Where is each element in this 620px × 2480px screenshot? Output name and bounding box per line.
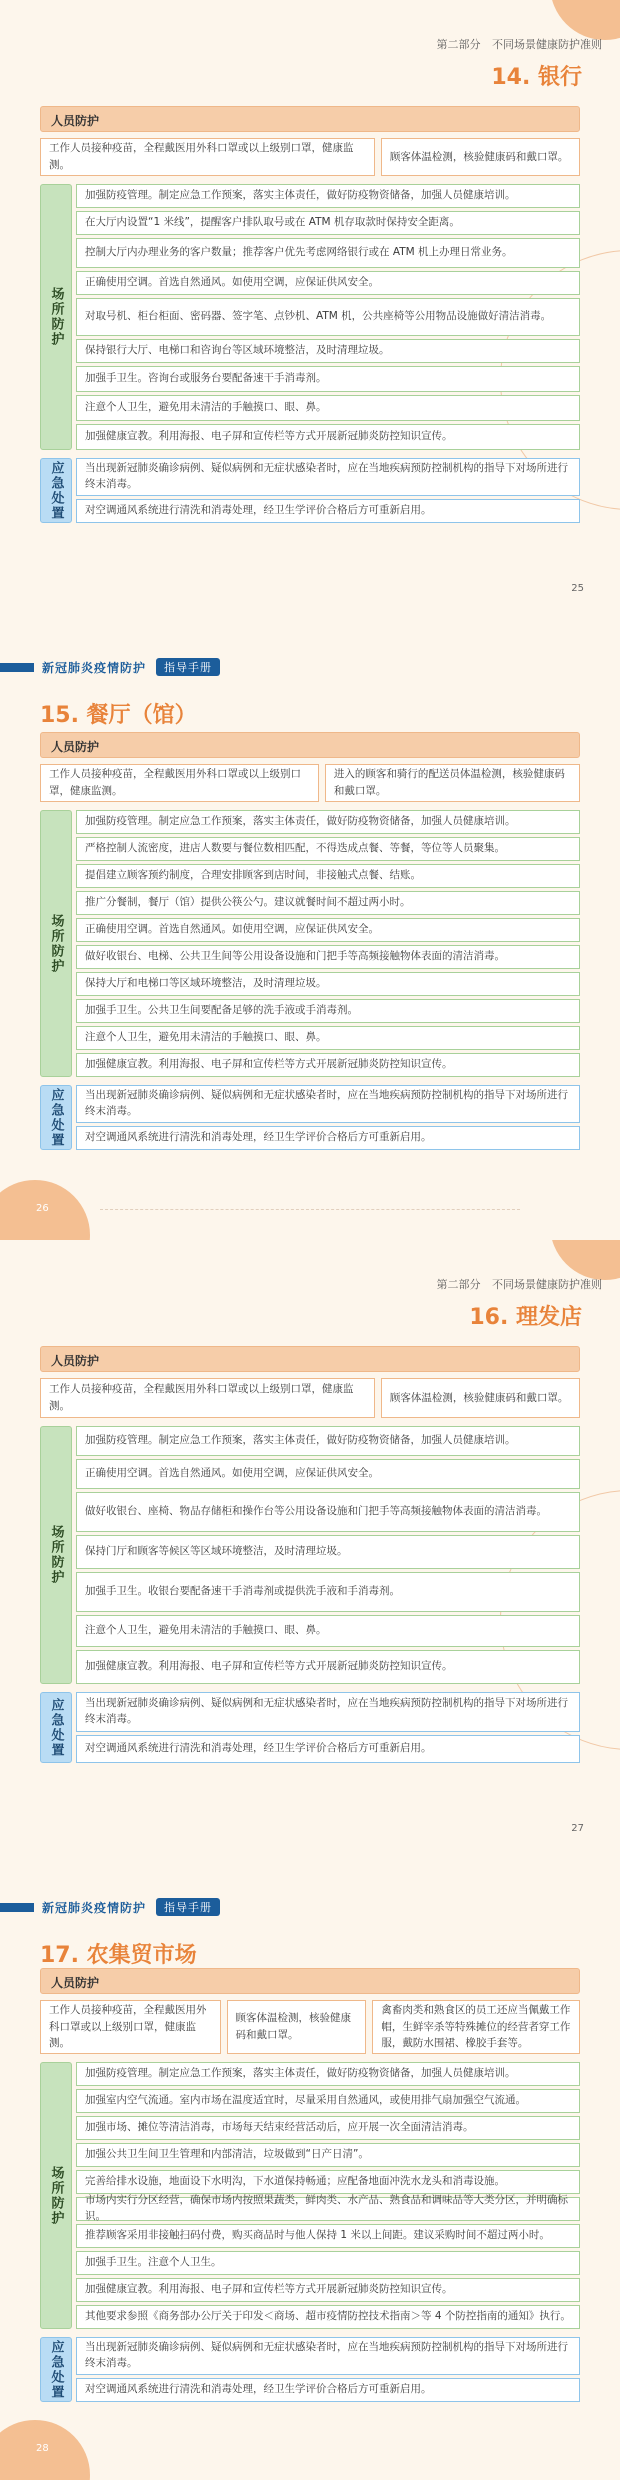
venue-item: 加强手卫生。公共卫生间要配备足够的洗手液或手消毒剂。 [76, 999, 580, 1023]
page-barbershop [0, 1240, 620, 1860]
venue-item: 加强公共卫生间卫生管理和内部清洁，垃圾做到“日产日清”。 [76, 2143, 580, 2167]
staff-cell: 顾客体温检测，核验健康码和戴口罩。 [381, 138, 580, 176]
running-head-title: 不同场景健康防护准则 [492, 38, 602, 51]
venue-protection-label: 场所防护 [40, 1426, 72, 1684]
venue-item: 加强健康宣教。利用海报、电子屏和宣传栏等方式开展新冠肺炎防控知识宣传。 [76, 1053, 580, 1077]
venue-item: 加强健康宣教。利用海报、电子屏和宣传栏等方式开展新冠肺炎防控知识宣传。 [76, 424, 580, 450]
venue-item: 注意个人卫生，避免用未清洁的手触摸口、眼、鼻。 [76, 395, 580, 421]
venue-item: 加强手卫生。收银台要配备速干手消毒剂或提供洗手液和手消毒剂。 [76, 1572, 580, 1612]
section-title: 15. 餐厅（馆） [40, 703, 197, 728]
venue-item: 加强市场、摊位等清洁消毒，市场每天结束经营活动后，应开展一次全面清洁消毒。 [76, 2116, 580, 2140]
page-bank [0, 0, 620, 620]
content-farmers-market [40, 1968, 580, 2402]
staff-protection-header: 人员防护 [40, 1968, 580, 1994]
emergency-item: 当出现新冠肺炎确诊病例、疑似病例和无症状感染者时，应在当地疾病预防控制机构的指导下对场所进行终末消毒。 [76, 458, 580, 496]
decorative-circle [550, 0, 620, 40]
venue-item: 严格控制人流密度，进店人数要与餐位数相匹配，不得迭成点餐、等餐，等位等人员聚集。 [76, 837, 580, 861]
venue-item: 推广分餐制，餐厅（馆）提供公筷公勺。建议就餐时间不超过两小时。 [76, 891, 580, 915]
venue-item: 在大厅内设置“1 米线”，提醒客户排队取号或在 ATM 机存取款时保持安全距离。 [76, 211, 580, 235]
running-head-tag: 指导手册 [156, 658, 220, 676]
venue-item: 保持门厅和顾客等候区等区域环境整洁，及时清理垃圾。 [76, 1535, 580, 1569]
running-head [0, 658, 220, 676]
staff-cell: 工作人员接种疫苗，全程戴医用外科口罩或以上级别口罩，健康监测。 [40, 1378, 375, 1418]
venue-protection-section [40, 1426, 580, 1684]
venue-item: 正确使用空调。首选自然通风。如使用空调，应保证供风安全。 [76, 271, 580, 295]
page-farmers-market [0, 1860, 620, 2480]
staff-cell: 顾客体温检测，核验健康码和戴口罩。 [227, 2000, 367, 2054]
emergency-section [40, 1085, 580, 1150]
venue-item: 正确使用空调。首选自然通风。如使用空调，应保证供风安全。 [76, 1459, 580, 1489]
venue-item: 加强防疫管理。制定应急工作预案，落实主体责任，做好防疫物资储备，加强人员健康培训。 [76, 2062, 580, 2086]
emergency-label: 应急处置 [40, 1085, 72, 1150]
emergency-item: 对空调通风系统进行清洗和消毒处理，经卫生学评价合格后方可重新启用。 [76, 1126, 580, 1150]
venue-item: 正确使用空调。首选自然通风。如使用空调，应保证供风安全。 [76, 918, 580, 942]
section-title: 16. 理发店 [469, 1305, 582, 1330]
venue-item: 注意个人卫生，避免用未清洁的手触摸口、眼、鼻。 [76, 1026, 580, 1050]
venue-item: 加强健康宣教。利用海报、电子屏和宣传栏等方式开展新冠肺炎防控知识宣传。 [76, 1650, 580, 1684]
venue-item: 做好收银台、电梯、公共卫生间等公用设备设施和门把手等高频接触物体表面的清洁消毒。 [76, 945, 580, 969]
venue-item: 保持银行大厅、电梯口和咨询台等区域环境整洁，及时清理垃圾。 [76, 339, 580, 363]
emergency-item: 对空调通风系统进行清洗和消毒处理，经卫生学评价合格后方可重新启用。 [76, 2378, 580, 2402]
running-head-part: 第二部分 [436, 1278, 481, 1291]
running-head-brand: 新冠肺炎疫情防护 [42, 1900, 147, 1915]
staff-protection-row [40, 2000, 580, 2054]
emergency-label: 应急处置 [40, 458, 72, 523]
venue-protection-label: 场所防护 [40, 810, 72, 1077]
venue-item: 加强室内空气流通。室内市场在温度适宜时，尽量采用自然通风，或使用排气扇加强空气流通。 [76, 2089, 580, 2113]
emergency-item: 当出现新冠肺炎确诊病例、疑似病例和无症状感染者时，应在当地疾病预防控制机构的指导下对场所进行终末消毒。 [76, 1085, 580, 1123]
content-barbershop [40, 1346, 580, 1763]
venue-protection-section [40, 2062, 580, 2329]
page-number: 28 [36, 2443, 49, 2454]
running-head-tag: 指导手册 [156, 1898, 220, 1916]
venue-item: 做好收银台、座椅、物品存储柜和操作台等公用设备设施和门把手等高频接触物体表面的清洁消毒。 [76, 1492, 580, 1532]
staff-cell: 禽畜肉类和熟食区的员工还应当佩戴工作帽，生鲜宰杀等特殊摊位的经营者穿工作服，戴防水围裙、橡胶手套等。 [372, 2000, 580, 2054]
venue-protection-label: 场所防护 [40, 184, 72, 450]
staff-protection-header: 人员防护 [40, 106, 580, 132]
emergency-label: 应急处置 [40, 1692, 72, 1763]
venue-item: 加强手卫生。咨询台或服务台要配备速干手消毒剂。 [76, 366, 580, 392]
venue-protection-label: 场所防护 [40, 2062, 72, 2329]
decorative-circle [550, 1240, 620, 1280]
venue-item: 加强手卫生。注意个人卫生。 [76, 2251, 580, 2275]
venue-item: 加强健康宣教。利用海报、电子屏和宣传栏等方式开展新冠肺炎防控知识宣传。 [76, 2278, 580, 2302]
page-number: 27 [571, 1823, 584, 1834]
staff-protection-row [40, 764, 580, 802]
divider [100, 1209, 520, 1210]
staff-cell: 工作人员接种疫苗，全程戴医用外科口罩或以上级别口罩，健康监测。 [40, 764, 319, 802]
emergency-item: 对空调通风系统进行清洗和消毒处理，经卫生学评价合格后方可重新启用。 [76, 1735, 580, 1763]
running-head [429, 1276, 603, 1292]
emergency-item: 对空调通风系统进行清洗和消毒处理，经卫生学评价合格后方可重新启用。 [76, 499, 580, 523]
content-bank [40, 106, 580, 523]
staff-protection-row [40, 138, 580, 176]
staff-cell: 工作人员接种疫苗，全程戴医用外科口罩或以上级别口罩，健康监测。 [40, 138, 375, 176]
running-head-part: 第二部分 [436, 38, 481, 51]
venue-item: 注意个人卫生，避免用未清洁的手触摸口、眼、鼻。 [76, 1615, 580, 1647]
venue-item: 市场内实行分区经营，确保市场内按照果蔬类，鲜肉类、水产品、熟食品和调味品等大类分区，并明确标识。 [76, 2197, 580, 2221]
venue-item: 推荐顾客采用非接触扫码付费，购买商品时与他人保持 1 米以上间距。建议采购时间不超过两小时。 [76, 2224, 580, 2248]
emergency-label: 应急处置 [40, 2337, 72, 2402]
page-number: 26 [36, 1203, 49, 1214]
running-head-brand: 新冠肺炎疫情防护 [42, 660, 147, 675]
venue-protection-section [40, 184, 580, 450]
section-title: 17. 农集贸市场 [40, 1943, 197, 1968]
running-head [429, 36, 603, 52]
venue-item: 提倡建立顾客预约制度，合理安排顾客到店时间，非接触式点餐、结账。 [76, 864, 580, 888]
venue-item: 保持大厅和电梯口等区域环境整洁，及时清理垃圾。 [76, 972, 580, 996]
venue-item: 控制大厅内办理业务的客户数量；推荐客户优先考虑网络银行或在 ATM 机上办理日常业务。 [76, 238, 580, 268]
emergency-section [40, 458, 580, 523]
venue-item: 加强防疫管理。制定应急工作预案，落实主体责任，做好防疫物资储备，加强人员健康培训。 [76, 810, 580, 834]
staff-protection-header: 人员防护 [40, 1346, 580, 1372]
running-head-title: 不同场景健康防护准则 [492, 1278, 602, 1291]
running-head [0, 1898, 220, 1916]
content-restaurant [40, 732, 580, 1150]
venue-protection-section [40, 810, 580, 1077]
section-title: 14. 银行 [491, 65, 582, 90]
emergency-section [40, 1692, 580, 1763]
emergency-item: 当出现新冠肺炎确诊病例、疑似病例和无症状感染者时，应在当地疾病预防控制机构的指导下对场所进行终末消毒。 [76, 1692, 580, 1732]
venue-item: 加强防疫管理。制定应急工作预案，落实主体责任，做好防疫物资储备，加强人员健康培训。 [76, 184, 580, 208]
emergency-section [40, 2337, 580, 2402]
page-number: 25 [571, 583, 584, 594]
venue-item: 其他要求参照《商务部办公厅关于印发＜商场、超市疫情防控技术指南＞等 4 个防控指南的通知》执行。 [76, 2305, 580, 2329]
staff-cell: 工作人员接种疫苗，全程戴医用外科口罩或以上级别口罩，健康监测。 [40, 2000, 221, 2054]
staff-cell: 顾客体温检测，核验健康码和戴口罩。 [381, 1378, 580, 1418]
venue-item: 加强防疫管理。制定应急工作预案，落实主体责任，做好防疫物资储备，加强人员健康培训。 [76, 1426, 580, 1456]
page-restaurant [0, 620, 620, 1240]
staff-cell: 进入的顾客和骑行的配送员体温检测，核验健康码和戴口罩。 [325, 764, 580, 802]
venue-item: 对取号机、柜台柜面、密码器、签字笔、点钞机、ATM 机，公共座椅等公用物品设施做好清洁消毒。 [76, 298, 580, 336]
staff-protection-header: 人员防护 [40, 732, 580, 758]
emergency-item: 当出现新冠肺炎确诊病例、疑似病例和无症状感染者时，应在当地疾病预防控制机构的指导下对场所进行终末消毒。 [76, 2337, 580, 2375]
staff-protection-row [40, 1378, 580, 1418]
venue-item: 完善给排水设施，地面设下水明沟，下水道保持畅通；应配备地面冲洗水龙头和消毒设施。 [76, 2170, 580, 2194]
